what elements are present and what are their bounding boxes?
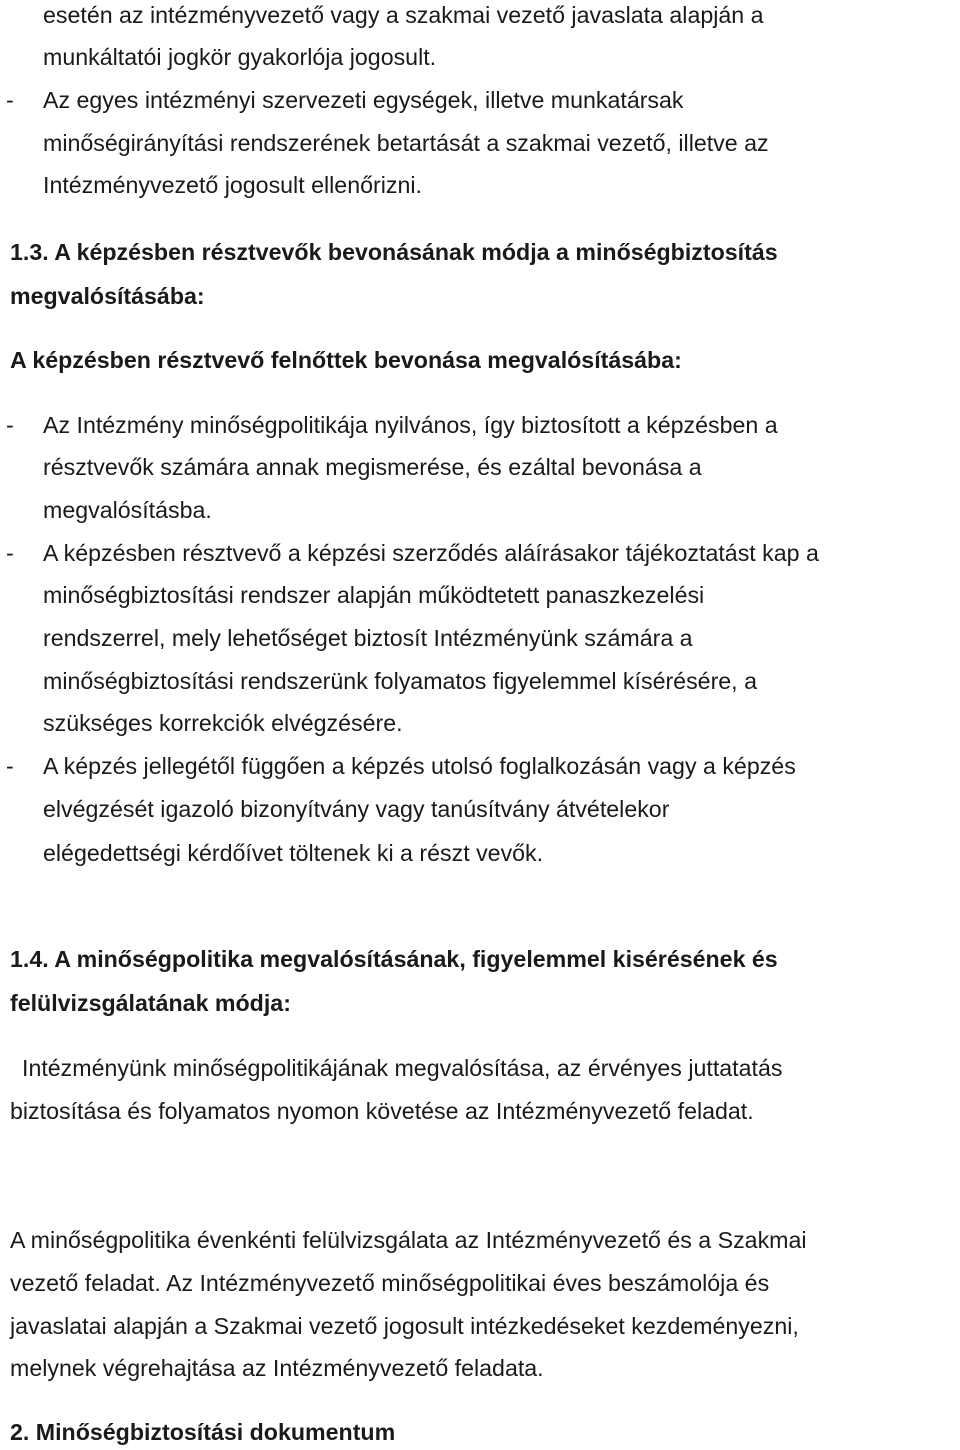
list-dash: - [6,87,14,113]
text-line: minőségirányítási rendszerének betartását a szakmai vezető, illetve az [43,130,769,156]
subheading: A képzésben résztvevő felnőttek bevonása megvalósításába: [10,347,682,373]
list-dash: - [6,753,14,779]
paragraph-line: Intézményünk minőségpolitikájának megvalósítása, az érvényes juttatatás [22,1055,783,1081]
paragraph-line: melynek végrehajtása az Intézményvezető feladata. [10,1355,544,1381]
text-line: szükséges korrekciók elvégzésére. [43,710,403,736]
text-line: elvégzését igazoló bizonyítvány vagy tanúsítvány átvételekor [43,796,670,822]
text-line: elégedettségi kérdőívet töltenek ki a részt vevők. [43,840,544,866]
text-line: Az egyes intézményi szervezeti egységek, illetve munkatársak [43,87,684,113]
paragraph-line: javaslatai alapján a Szakmai vezető jogosult intézkedéseket kezdeményezni, [10,1313,799,1339]
text-line: megvalósításba. [43,497,212,523]
list-dash: - [6,540,14,566]
paragraph-line: A minőségpolitika évenkénti felülvizsgálata az Intézményvezető és a Szakmai [10,1227,807,1253]
paragraph-line: vezető feladat. Az Intézményvezető minőségpolitikai éves beszámolója és [10,1270,770,1296]
text-line: Az Intézmény minőségpolitikája nyilvános, így biztosított a képzésben a [43,412,778,438]
text-line: esetén az intézményvezető vagy a szakmai vezető javaslata alapján a [43,2,764,28]
section-heading-1-3: 1.3. A képzésben résztvevők bevonásának módja a minőségbiztosítás [10,239,778,265]
text-line: A képzés jellegétől függően a képzés utolsó foglalkozásán vagy a képzés [43,753,796,779]
section-heading-1-4: 1.4. A minőségpolitika megvalósításának, figyelemmel kisérésének és [10,946,778,972]
text-line: résztvevők számára annak megismerése, és ezáltal bevonása a [43,454,702,480]
paragraph-line: biztosítása és folyamatos nyomon követése az Intézményvezető feladat. [10,1098,754,1124]
section-heading-2: 2. Minőségbiztosítási dokumentum [10,1419,396,1445]
text-line: A képzésben résztvevő a képzési szerződés aláírásakor tájékoztatást kap a [43,540,819,566]
text-line: rendszerrel, mely lehetőséget biztosít Intézményünk számára a [43,625,693,651]
section-heading-1-3-cont: megvalósításába: [10,283,205,309]
text-line: minőségbiztosítási rendszerünk folyamatos figyelemmel kísérésére, a [43,668,757,694]
text-line: Intézményvezető jogosult ellenőrizni. [43,172,422,198]
text-line: munkáltatói jogkör gyakorlója jogosult. [43,44,437,70]
section-heading-1-4-cont: felülvizsgálatának módja: [10,990,291,1016]
text-line: minőségbiztosítási rendszer alapján működtetett panaszkezelési [43,582,705,608]
list-dash: - [6,412,14,438]
